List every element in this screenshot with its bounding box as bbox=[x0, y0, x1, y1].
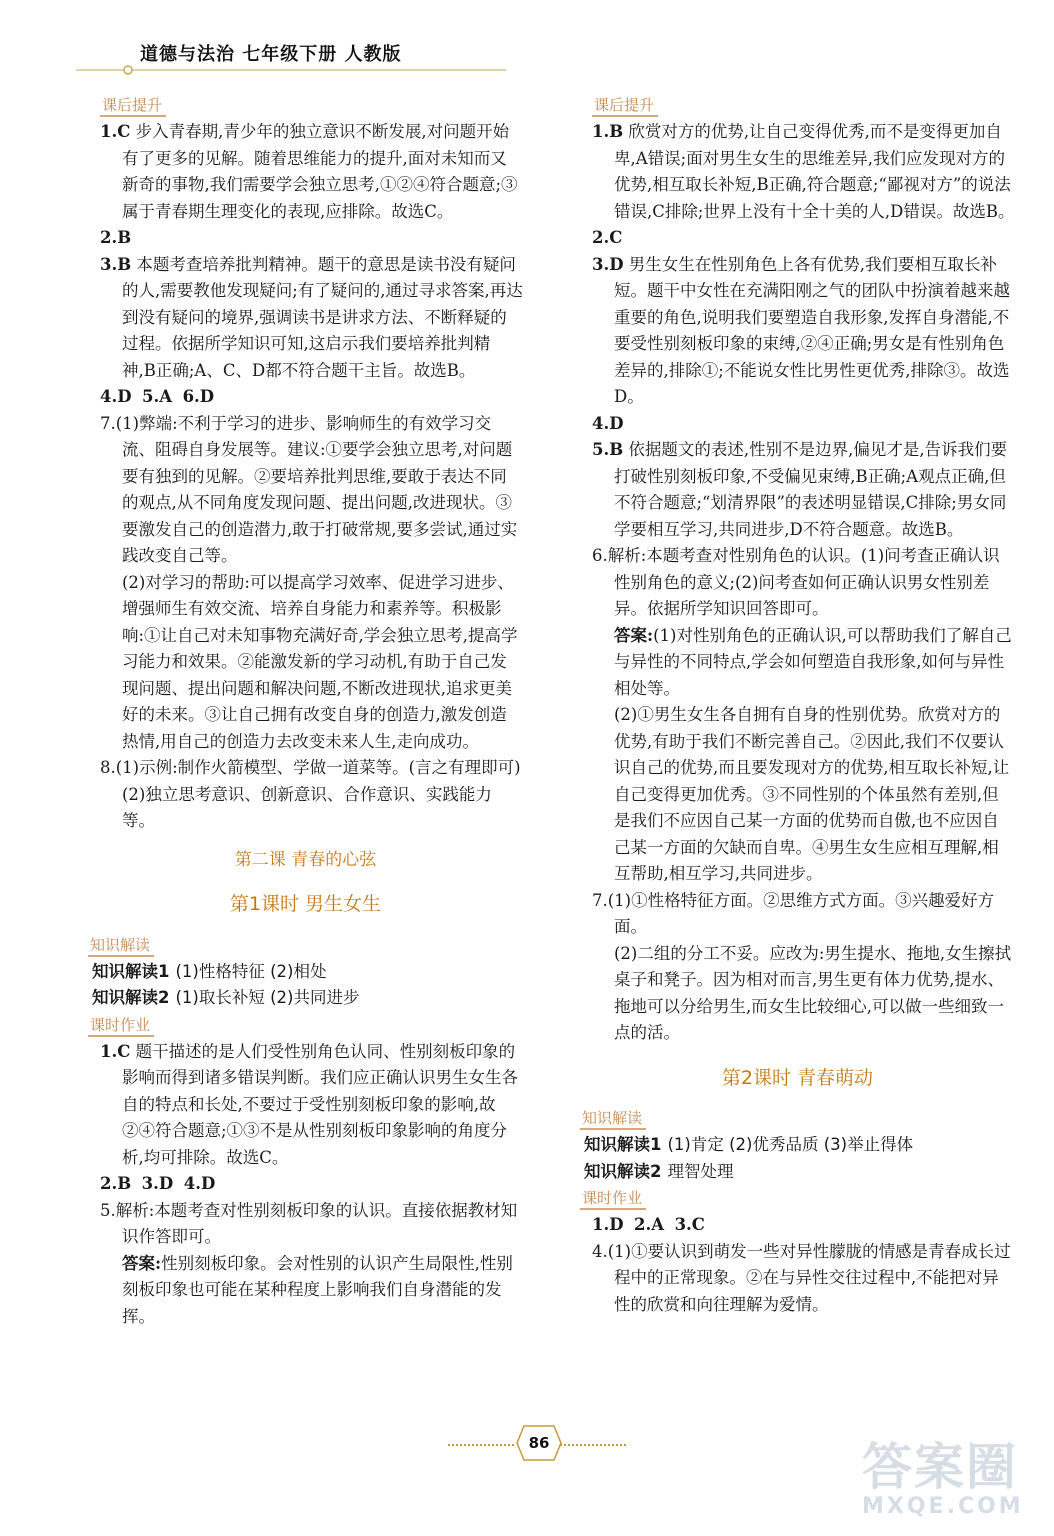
answer-number: 5. bbox=[100, 1200, 116, 1220]
answer-label: 答案: bbox=[614, 625, 654, 645]
answer-text: 题干描述的是人们受性别角色认同、性别刻板印象的影响而得到诸多错误判断。我们应正确认识男生女生各自的特点和长处,不要过于受性别刻板印象的影响,故②④符合题意;①③不是从性别刻板印象影响的角度分析,均可排除。故选C。 bbox=[122, 1041, 518, 1167]
answer-text: 本题考查培养批判精神。题干的意思是读书没有疑问的人,需要教他发现疑问;有了疑问的,通过寻求答案,再达到没有疑问的境界,强调读书是讲求方法、不断释疑的过程。依据所学知识可知,这启示我们要培养批判精神,B正确;A、C、D都不符合题干主旨。故选B。 bbox=[122, 254, 523, 380]
answer-item bbox=[580, 1212, 1015, 1239]
answer-item bbox=[580, 119, 1015, 225]
answer-number: 2.B bbox=[100, 1174, 132, 1193]
answer-item bbox=[88, 1198, 523, 1251]
answer-number: 1.C bbox=[100, 1041, 131, 1061]
answer-text: (1)弊端:不利于学习的进步、影响师生的有效学习交流、阻碍自身发展等。建议:①要学会独立思考,对问题要有独到的见解。②要培养批判思维,要敢于表达不同的观点,从不同角度发现问题、提出问题,改进现状。③要激发自己的创造潜力,敢于打破常规,要多尝试,通过实践改变自己等。 bbox=[115, 413, 518, 565]
answer-number: 4.D bbox=[100, 387, 132, 406]
answer-number: 3.C bbox=[674, 1215, 705, 1234]
answer-text: 步入青春期,青少年的独立意识不断发展,对问题开始有了更多的见解。随着思维能力的提升,面对未知而又新奇的事物,我们需要学会独立思考,①②④符合题意;③属于青春期生理变化的表现,应排除。故选C。 bbox=[122, 122, 518, 221]
section-tag-homework: 课时作业 bbox=[88, 1015, 154, 1037]
knowledge-label: 知识解读2 bbox=[92, 988, 170, 1007]
answer-text: 依据题文的表述,性别不是边界,偏见才是,告诉我们要打破性别刻板印象,不受偏见束缚,B正确;A观点正确,但不符合题意;“划清界限”的表述明显错误,C排除;男女同学要相互学习,共同进步,D不符合题意。故选B。 bbox=[614, 440, 1008, 539]
page-number: 86 bbox=[528, 1434, 550, 1452]
answer-item bbox=[88, 411, 523, 570]
answer-item bbox=[88, 1171, 523, 1198]
answer-text: (1)对性别角色的正确认识,可以帮助我们了解自己与异性的不同特点,学会如何塑造自我形象,如何与异性相处等。 bbox=[614, 625, 1012, 698]
answer-item bbox=[88, 252, 523, 385]
answer-text: (1)①要认识到萌发一些对异性朦胧的情感是青春成长过程中的正常现象。②在与异性交往过程中,不能把对异性的欣赏和向往理解为爱情。 bbox=[607, 1241, 1011, 1314]
watermark-line-1: 答案圈 bbox=[862, 1438, 1018, 1496]
answer-number: 3.D bbox=[592, 254, 624, 274]
answer-paragraph bbox=[580, 623, 1015, 703]
page-dots-left bbox=[448, 1444, 514, 1446]
header-title: 道德与法治 七年级下册 人教版 bbox=[140, 44, 402, 65]
knowledge-label: 知识解读1 bbox=[584, 1135, 662, 1154]
answer-item bbox=[580, 543, 1015, 623]
knowledge-text: (1)取长补短 (2)共同进步 bbox=[175, 988, 360, 1007]
answer-number: 2.C bbox=[592, 228, 623, 247]
section-tag-knowledge: 知识解读 bbox=[580, 1108, 646, 1130]
answer-number: 2.A bbox=[634, 1215, 665, 1234]
answer-paragraph: (2)独立思考意识、创新意识、合作意识、实践能力等。 bbox=[122, 784, 492, 830]
answer-paragraph: (2)对学习的帮助:可以提高学习效率、促进学习进步、增强师生有效交流、培养自身能力和素养等。积极影响:①让自己对未知事物充满好奇,学会独立思考,提高学习能力和效果。②能激发新的学习动机,有助于自己发现问题、提出问题和解决问题,不断改进现状,追求更美好的未来。③让自己拥有改变自身的创造力,激发创造热情,用自己的创造力去改变未来人生,走向成功。 bbox=[122, 572, 518, 751]
answer-number: 2.B bbox=[100, 228, 132, 247]
knowledge-row bbox=[580, 1159, 1015, 1186]
answer-item bbox=[580, 888, 1015, 941]
knowledge-row bbox=[88, 985, 523, 1012]
answer-number: 6. bbox=[592, 546, 608, 565]
answer-number: 1.C bbox=[100, 122, 131, 141]
section-tag-after-class: 课后提升 bbox=[592, 95, 658, 117]
answer-number: 3.B bbox=[100, 254, 132, 274]
answer-paragraph bbox=[88, 1251, 523, 1331]
answer-number: 4. bbox=[592, 1241, 608, 1261]
answer-number: 3.D bbox=[141, 1174, 174, 1193]
analysis-text: 解析:本题考查对性别刻板印象的认识。直接依据教材知识作答即可。 bbox=[115, 1200, 518, 1246]
answer-number: 1.B bbox=[592, 122, 624, 141]
answer-item bbox=[88, 755, 523, 782]
answer-item bbox=[580, 252, 1015, 411]
watermark-logo bbox=[862, 1440, 1042, 1530]
answer-text: (1)①性格特征方面。②思维方式方面。③兴趣爱好方面。 bbox=[607, 890, 995, 936]
answer-paragraph: (2)二组的分工不妥。应改为:男生提水、拖地,女生擦拭桌子和凳子。因为相对而言,男生更有体力优势,提水、拖地可以分给男生,而女生比较细心,可以做一些细致一点的活。 bbox=[614, 943, 1012, 1042]
answer-text: (1)示例:制作火箭模型、学做一道菜等。(言之有理即可) bbox=[115, 758, 521, 777]
answer-number: 5.B bbox=[592, 440, 624, 459]
knowledge-text: (1)性格特征 (2)相处 bbox=[175, 961, 327, 981]
answer-label: 答案: bbox=[122, 1253, 162, 1273]
answer-item bbox=[88, 119, 523, 225]
page-dots-right bbox=[560, 1444, 626, 1446]
knowledge-row bbox=[88, 959, 523, 986]
answer-item bbox=[580, 1239, 1015, 1319]
knowledge-label: 知识解读2 bbox=[584, 1161, 662, 1181]
analysis-text: 解析:本题考查对性别角色的认识。(1)问考查正确认识性别角色的意义;(2)问考查如何正确认识男女性别差异。依据所学知识回答即可。 bbox=[607, 546, 1000, 618]
left-column bbox=[88, 92, 523, 1330]
section-tag-homework: 课时作业 bbox=[580, 1188, 646, 1210]
section-tag-after-class: 课后提升 bbox=[100, 95, 166, 117]
knowledge-label: 知识解读1 bbox=[92, 961, 170, 981]
lesson-title: 第二课 青春的心弦 bbox=[234, 849, 377, 870]
answer-text: 性别刻板印象。会对性别的认识产生局限性,性别刻板印象也可能在某种程度上影响我们自身潜能的发挥。 bbox=[122, 1253, 513, 1326]
answer-item bbox=[88, 384, 523, 411]
period-title: 第1课时 男生女生 bbox=[229, 893, 382, 915]
answer-item bbox=[580, 437, 1015, 543]
watermark-line-2: MXQE.COM bbox=[862, 1494, 1024, 1519]
header-rule bbox=[76, 64, 506, 76]
section-tag-knowledge: 知识解读 bbox=[88, 935, 154, 957]
knowledge-text: 理智处理 bbox=[667, 1161, 734, 1181]
knowledge-row bbox=[580, 1132, 1015, 1159]
answer-item bbox=[580, 225, 1015, 252]
knowledge-text: (1)肯定 (2)优秀品质 (3)举止得体 bbox=[667, 1135, 914, 1154]
right-column bbox=[580, 92, 1015, 1318]
answer-number: 1.D bbox=[592, 1215, 624, 1234]
answer-item bbox=[88, 1039, 523, 1172]
answer-paragraph: (2)①男生女生各自拥有自身的性别优势。欣赏对方的优势,有助于我们不断完善自己。②因此,我们不仅要认识自己的优势,而且要发现对方的优势,相互取长补短,让自己变得更加优秀。③不同性别的个体虽然有差别,但是我们不应因自己某一方面的优势而自傲,也不应因自己某一方面的欠缺而自卑。④男生女生应相互理解,相互帮助,相互学习,共同进步。 bbox=[614, 705, 1010, 883]
answer-number: 6.D bbox=[182, 387, 215, 406]
answer-item bbox=[580, 411, 1015, 438]
answer-number: 5.A bbox=[142, 387, 173, 406]
answer-number: 4.D bbox=[183, 1174, 216, 1193]
answer-number: 7. bbox=[100, 413, 116, 433]
answer-item bbox=[88, 225, 523, 252]
answer-number: 7. bbox=[592, 890, 608, 910]
answer-text: 男生女生在性别角色上各有优势,我们要相互取长补短。题干中女性在充满阳刚之气的团队中扮演着越来越重要的角色,说明我们要塑造自我形象,发挥自身潜能,不要受性别刻板印象的束缚,②④正确;男女是有性别角色差异的,排除①;不能说女性比男性更优秀,排除③。故选D。 bbox=[614, 254, 1010, 406]
answer-number: 4.D bbox=[592, 413, 624, 433]
answer-number: 8. bbox=[100, 758, 116, 777]
answer-text: 欣赏对方的优势,让自己变得优秀,而不是变得更加自卑,A错误;面对男生女生的思维差异,我们应发现对方的优势,相互取长补短,B正确,符合题意;“鄙视对方”的说法错误,C排除;世界上没有十全十美的人,D错误。故选B。 bbox=[614, 122, 1015, 221]
period-title: 第2课时 青春萌动 bbox=[721, 1066, 874, 1089]
